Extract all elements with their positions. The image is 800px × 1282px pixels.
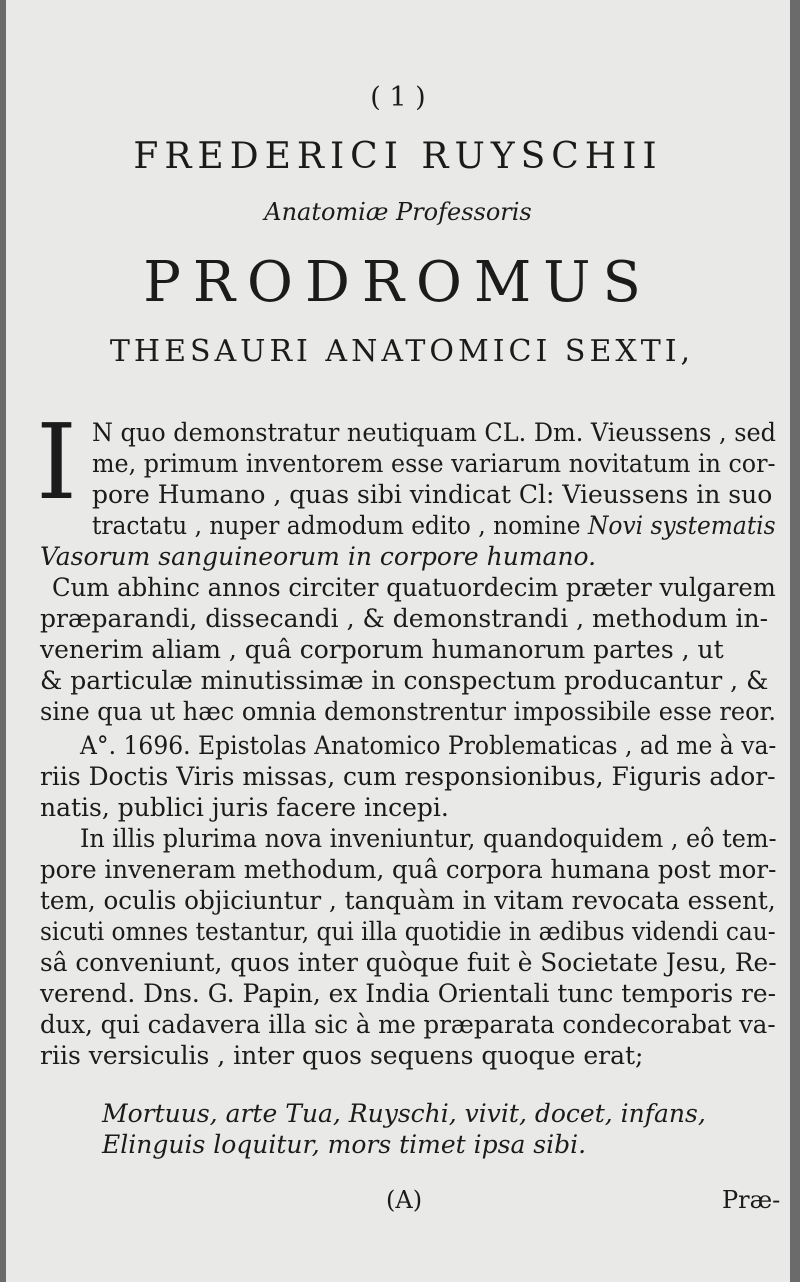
body-line: me, primum inventorem esse variarum novitatum in cor- [92,449,776,478]
body-line: riis versiculis , inter quos sequens quoque erat; [40,1041,644,1070]
body-line: venerim aliam , quâ corporum humanorum partes , ut [40,635,724,664]
body-line: In illis plurima nova inveniuntur, quandoquidem , eô tem- [80,824,777,853]
body-line: dux, qui cadavera illa sic à me præparata condecorabat va- [40,1010,776,1039]
body-line: A°. 1696. Epistolas Anatomico Problematicas , ad me à va- [80,731,777,760]
title-subheading: THESAURI ANATOMICI SEXTI, [109,334,695,369]
body-line: præparandi, dissecandi , & demonstrandi , methodum in- [40,604,769,633]
verse-line: Mortuus, arte Tua, Ruyschi, vivit, docet, infans, [102,1099,706,1128]
body-line: pore inveneram methodum, quâ corpora humana post mor- [40,855,777,884]
body-line-text: tractatu , nuper admodum edito , nomine [92,511,581,540]
italic-phrase: Novi systematis [587,511,776,540]
drop-cap: I [36,401,78,523]
body-line: riis Doctis Viris missas, cum responsionibus, Figuris ador- [40,762,776,791]
body-line: sâ conveniunt, quos inter quòque fuit è Societate Jesu, Re- [40,948,777,977]
body-line: pore Humano , quas sibi vindicat Cl: Vieussens in suo [92,480,773,509]
page-number: ( 1 ) [370,82,426,113]
author-subtitle: Anatomiæ Professoris [264,198,532,226]
body-line-italic: Vasorum sanguineorum in corpore humano. [40,542,597,571]
body-line: & particulæ minutissimæ in conspectum producantur , & [40,666,769,695]
author-heading: FREDERICI RUYSCHII [133,136,663,177]
body-line [92,511,776,541]
body-line: N quo demonstratur neutiquam CL. Dm. Vieussens , sed [92,418,776,447]
signature-mark: (A) [386,1186,423,1214]
body-line: Cum abhinc annos circiter quatuordecim præter vulgarem [52,573,776,602]
book-page [6,0,790,1282]
body-line: sine qua ut hæc omnia demonstrentur impossibile esse reor. [40,697,777,726]
catchword: Præ- [722,1186,781,1214]
body-line: natis, publici juris facere incepi. [40,793,449,822]
main-title: PRODROMUS [143,250,653,315]
body-line: sicuti omnes testantur, qui illa quotidie in ædibus videndi cau- [40,917,776,946]
body-line: verend. Dns. G. Papin, ex India Orientali tunc temporis re- [40,979,777,1008]
body-line: tem, oculis objiciuntur , tanquàm in vitam revocata essent, [40,886,776,915]
verse-line: Elinguis loquitur, mors timet ipsa sibi. [102,1130,587,1159]
